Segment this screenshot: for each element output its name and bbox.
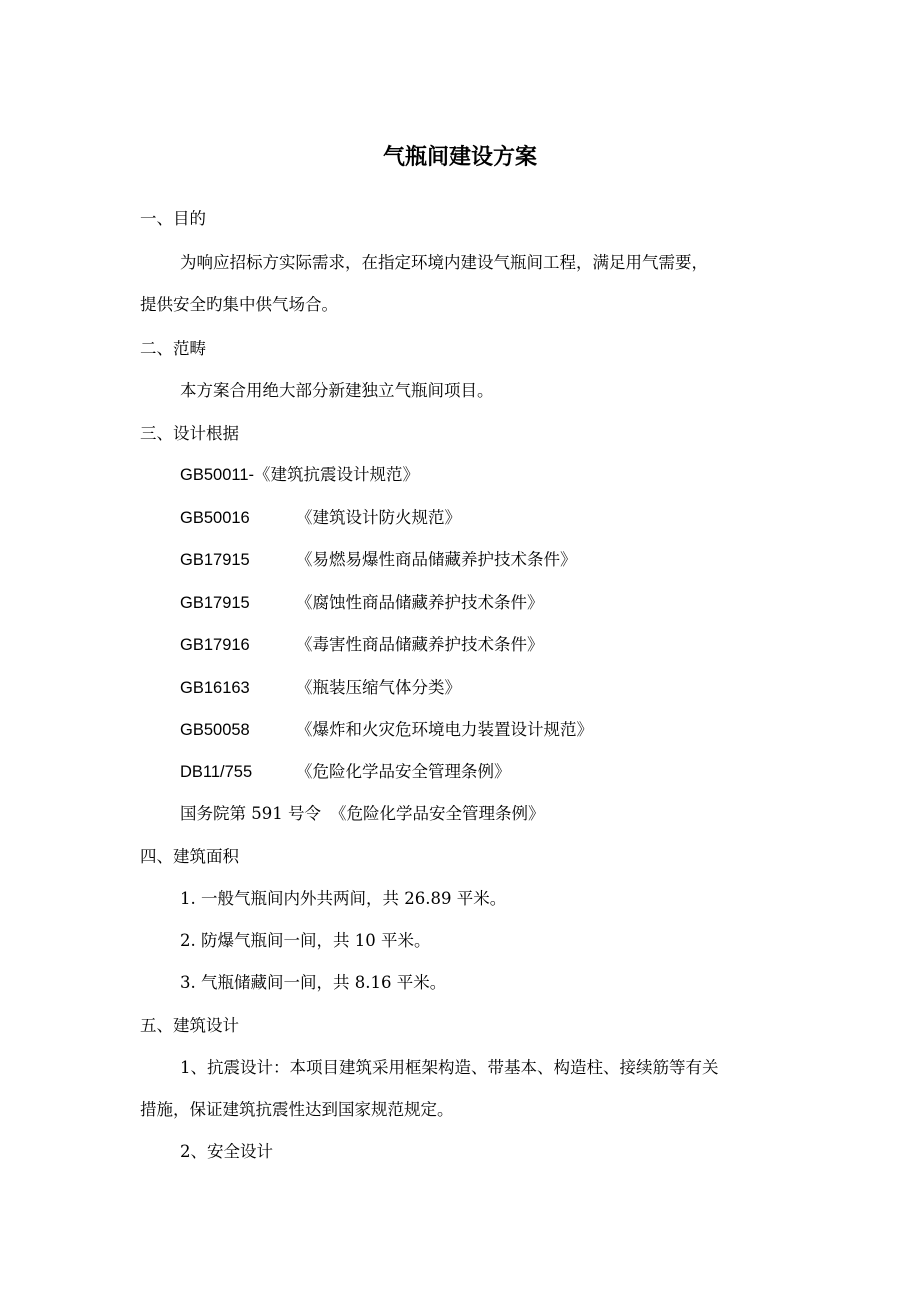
seismic-design-line-1: 1、抗震设计：本项目建筑采用框架构造、带基本、构造柱、接续筋等有关 [180,1058,719,1077]
reference-item [180,633,544,657]
section-heading-building-design: 五、建筑设计 [140,1016,239,1035]
reference-code: GB17915 [180,551,250,569]
reference-item [180,802,545,826]
reference-code: GB50016 [180,509,250,527]
area-list-item: 3. 气瓶储藏间一间，共 8.16 平米。 [180,973,447,992]
area-list-item: 2. 防爆气瓶间一间，共 10 平米。 [180,931,431,950]
reference-code: 国务院第 591 号令 [180,804,321,823]
reference-item [180,718,593,742]
reference-name: 《瓶装压缩气体分类》 [296,678,461,697]
reference-code: GB50058 [180,721,250,739]
purpose-paragraph-line-2: 提供安全旳集中供气场合。 [140,295,338,314]
seismic-design-line-2: 措施，保证建筑抗震性达到国家规范规定。 [140,1100,454,1119]
reference-name: 《爆炸和火灾危环境电力装置设计规范》 [296,720,593,739]
reference-item [180,676,461,700]
area-list-item: 1. 一般气瓶间内外共两间，共 26.89 平米。 [180,889,507,908]
section-heading-purpose: 一、目的 [140,209,206,228]
reference-item [180,760,511,784]
section-heading-building-area: 四、建筑面积 [140,847,239,866]
reference-name: 《危险化学品安全管理条例》 [330,804,545,823]
reference-code: GB50011- [180,466,254,484]
reference-name: 《易燃易爆性商品储藏养护技术条件》 [296,550,577,569]
reference-item [180,463,419,487]
reference-name: 《建筑设计防火规范》 [296,508,461,527]
reference-name: 《腐蚀性商品储藏养护技术条件》 [296,593,544,612]
reference-name: 《危险化学品安全管理条例》 [296,762,511,781]
reference-item [180,548,577,572]
reference-item [180,506,461,530]
reference-code: GB16163 [180,679,250,697]
reference-code: GB17916 [180,636,250,654]
reference-code: DB11/755 [180,763,253,781]
reference-item [180,591,544,615]
safety-design-heading: 2、安全设计 [180,1142,273,1161]
section-heading-scope: 二、范畴 [140,339,206,358]
reference-name: 《建筑抗震设计规范》 [254,465,419,484]
document-title: 气瓶间建设方案 [382,145,537,170]
reference-name: 《毒害性商品储藏养护技术条件》 [296,635,544,654]
scope-paragraph: 本方案合用绝大部分新建独立气瓶间项目。 [180,381,494,400]
section-heading-design-basis: 三、设计根据 [140,424,239,443]
reference-code: GB17915 [180,594,250,612]
purpose-paragraph-line-1: 为响应招标方实际需求，在指定环境内建设气瓶间工程，满足用气需要， [180,253,708,272]
